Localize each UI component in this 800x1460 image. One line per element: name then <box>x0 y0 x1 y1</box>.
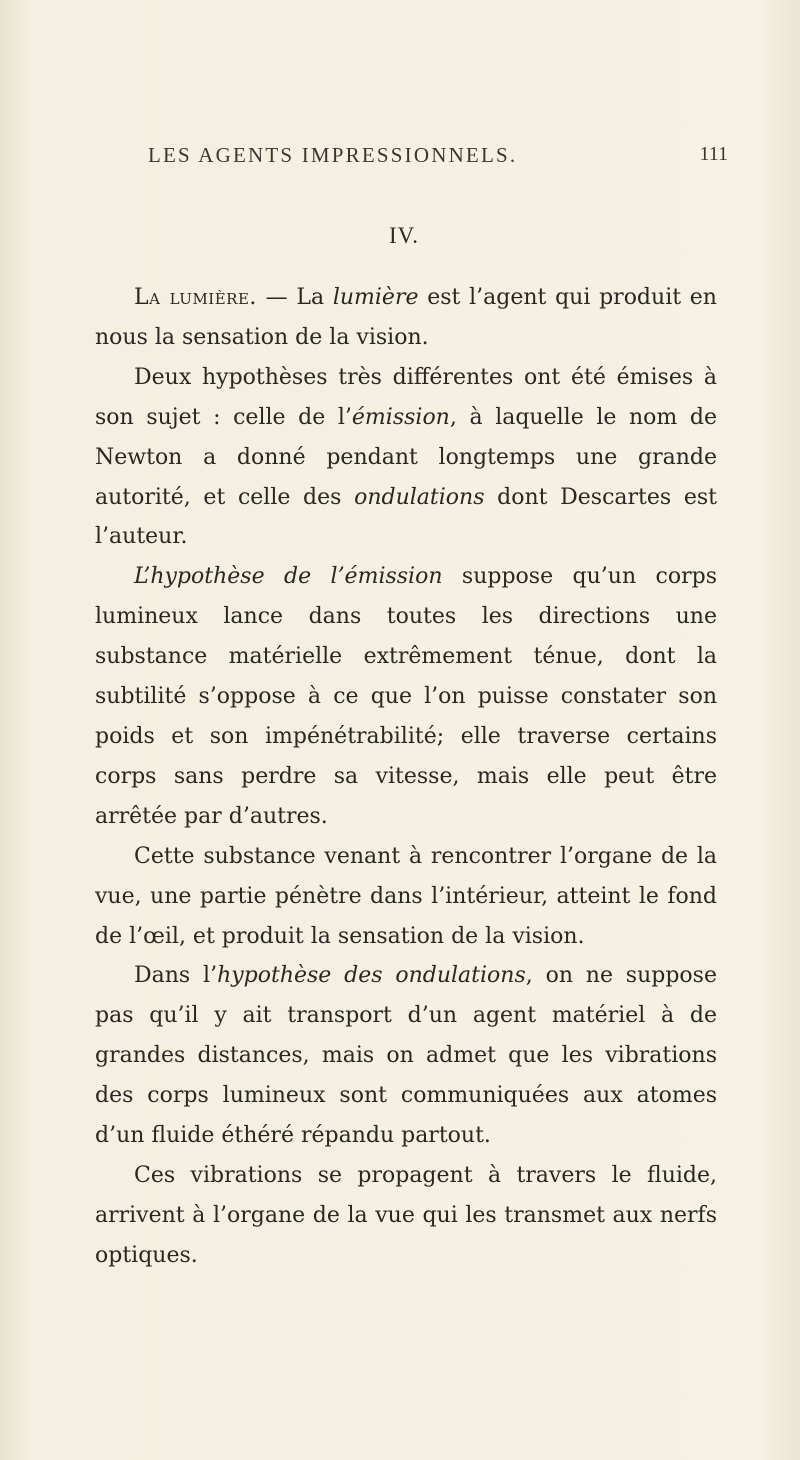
running-head <box>140 143 740 169</box>
paragraph-text: dont Descartes est l’auteur. <box>95 484 718 550</box>
paragraph-text: Cette substance venant à rencontrer l’organe de la vue, une partie pénètre dans l’intérieur, atteint le fond de l’œil, et produit la sensation de la vision. <box>95 843 717 949</box>
section-lead: La lumière. <box>134 285 257 310</box>
paragraph-text: , on ne suppose pas qu’il y ait transport d’un agent matériel à de grandes distances, mais on admet que les vibrations des corps lumineux sont communiquées aux atomes d’un fluide éthéré répandu partout. <box>95 963 717 1149</box>
paragraph-text: , à laquelle le nom de Newton a donné pendant longtemps une grande autorité, et celle des <box>95 404 717 510</box>
paragraph-text: — La <box>256 285 333 310</box>
paragraph-text: suppose qu’un corps lumineux lance dans toutes les directions une substance matérielle extrêmement ténue, dont la subtilité s’oppose à ce que l’on puisse constater son poids et son impénétrabilité; elle traverse certains corps sans perdre sa vitesse, mais elle peut être arrêtée par d’autres. <box>95 564 717 829</box>
paragraph-3 <box>95 557 717 836</box>
running-title: LES AGENTS IMPRESSIONNELS. <box>148 143 518 167</box>
italic-term: émission <box>351 404 450 430</box>
paragraph-6 <box>95 1156 717 1276</box>
paragraph-4 <box>95 837 717 957</box>
italic-term: lumière <box>332 285 419 310</box>
paragraph-5 <box>95 956 717 1156</box>
italic-term: L’hypothèse de l’émission <box>134 564 443 590</box>
paragraph-text: est l’agent qui produit en nous la sensation de la vision. <box>95 285 717 350</box>
paragraph-text: Ces vibrations se propagent à travers le fluide, arrivent à l’organe de la vue qui les transmet aux nerfs optiques. <box>95 1162 717 1268</box>
italic-term: hypothèse des ondulations <box>217 963 526 989</box>
paragraph-1 <box>95 278 717 358</box>
section-heading: IV. <box>388 223 420 248</box>
paragraph-text: Deux hypothèses très différentes ont été émises à son sujet : celle de l’ <box>95 364 717 430</box>
body-text <box>95 278 717 1276</box>
paragraph-2 <box>95 358 717 558</box>
italic-term: ondulations <box>354 484 485 510</box>
page-number: 111 <box>699 143 728 165</box>
paragraph-text: Dans l’ <box>134 963 218 989</box>
